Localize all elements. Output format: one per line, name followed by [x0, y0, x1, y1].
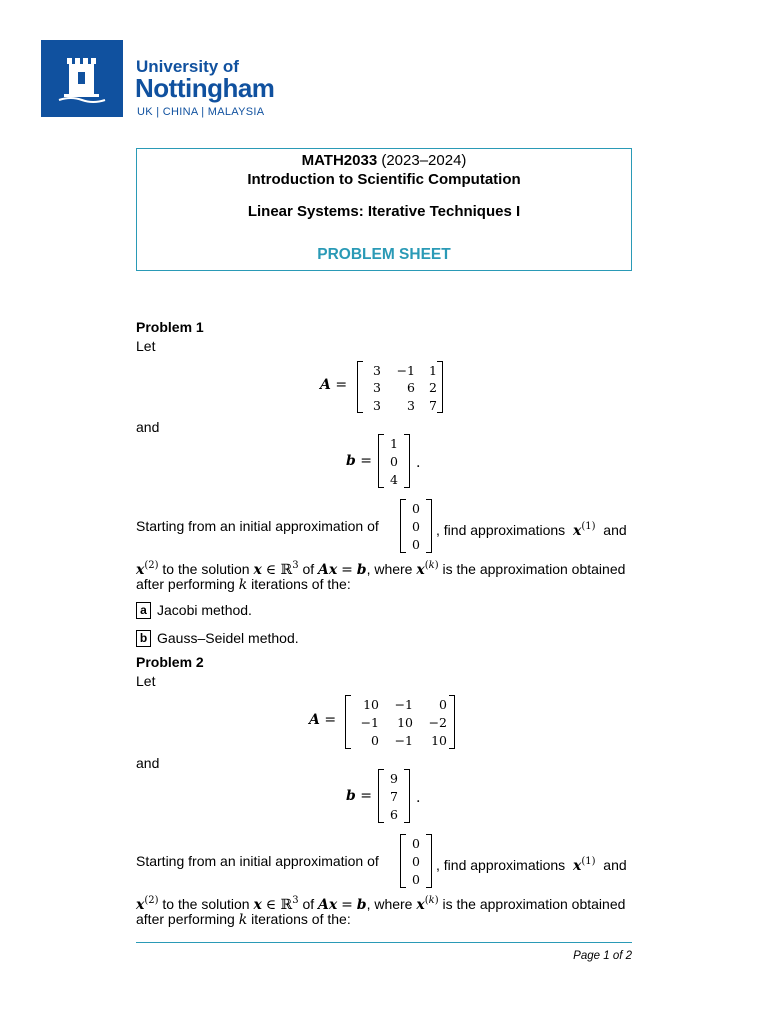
sheet-label: PROBLEM SHEET — [317, 246, 451, 263]
problem-1-title: Problem 1 — [136, 319, 204, 335]
p1-initial-vector — [400, 499, 432, 553]
vector-b-label: b = — [346, 453, 372, 469]
matrix-entry: 1 — [390, 436, 398, 451]
footer-rule — [136, 942, 632, 943]
university-logo — [41, 40, 123, 117]
p1-start-text: Starting from an initial approximation of — [136, 518, 379, 534]
matrix-entry: −2 — [428, 715, 447, 730]
p2-matrix-a-label: A = — [309, 712, 337, 728]
p2-after-text: after performing k iterations of the: — [136, 911, 351, 928]
matrix-entry: 1 — [429, 363, 437, 378]
matrix-entry: 0 — [371, 733, 379, 748]
matrix-entry: 10 — [363, 697, 379, 712]
matrix-entry: −1 — [360, 715, 379, 730]
p1-matrix-a — [357, 361, 443, 413]
matrix-entry: 10 — [431, 733, 447, 748]
matrix-entry: 10 — [397, 715, 413, 730]
p1-start-text-2: , find approximations $x^{(1)}$ and — [436, 521, 627, 539]
matrix-entry: 4 — [390, 472, 398, 487]
matrix-entry: 6 — [407, 380, 415, 395]
matrix-entry: −1 — [394, 733, 413, 748]
logo-campuses: UK | CHINA | MALAYSIA — [137, 106, 265, 118]
p2-start-text: Starting from an initial approximation of — [136, 853, 379, 869]
part-a-text: Jacobi method. — [157, 602, 252, 618]
matrix-entry: 3 — [373, 363, 381, 378]
p2-start-text-2: , find approximations $x^{(1)}$ and — [436, 856, 627, 874]
matrix-entry: 7 — [390, 789, 398, 804]
p2-vector-b-label: b = — [346, 788, 372, 804]
p2-initial-vector — [400, 834, 432, 888]
p1-after-text: after performing k iterations of the: — [136, 576, 351, 593]
p2-matrix-a — [345, 695, 455, 749]
p2-vector-b — [378, 769, 410, 823]
course-year: (2023–2024) — [381, 152, 467, 169]
p2-solution-text: $x^{(2)}$ to the solution x ∈ ℝ$^3$ of Ax = b, where $x^{(k)}$ is the approximation obtained — [136, 895, 626, 913]
matrix-entry: 7 — [429, 398, 437, 413]
matrix-entry: 0 — [412, 519, 420, 534]
matrix-entry: 3 — [373, 380, 381, 395]
matrix-entry: 0 — [412, 836, 420, 851]
castle-icon — [41, 40, 123, 117]
title-box — [136, 148, 632, 271]
matrix-entry: 0 — [412, 501, 420, 516]
matrix-entry: −1 — [396, 363, 415, 378]
matrix-entry: 0 — [412, 854, 420, 869]
course-title: Introduction to Scientific Computation — [247, 171, 521, 188]
p1-part-a — [136, 602, 252, 619]
course-code-line — [137, 152, 631, 169]
p1-vector-b — [378, 434, 410, 488]
course-code: MATH2033 — [301, 152, 378, 169]
problem-2-let: Let — [136, 673, 156, 689]
matrix-entry: 9 — [390, 771, 398, 786]
part-a-tag: a — [136, 602, 151, 619]
matrix-entry: 0 — [439, 697, 447, 712]
matrix-entry: −1 — [394, 697, 413, 712]
p1-part-b — [136, 630, 299, 647]
matrix-entry: 6 — [390, 807, 398, 822]
matrix-entry: 2 — [429, 380, 437, 395]
part-b-text: Gauss–Seidel method. — [157, 630, 299, 646]
matrix-a-label: A = — [320, 377, 348, 393]
page-number: Page 1 of 2 — [573, 950, 632, 962]
logo-nottingham: Nottingham — [135, 73, 275, 103]
matrix-entry: 3 — [373, 398, 381, 413]
matrix-entry: 0 — [390, 454, 398, 469]
problem-1-let: Let — [136, 338, 156, 354]
problem-2-and: and — [136, 755, 160, 771]
part-b-tag: b — [136, 630, 151, 647]
matrix-entry: 0 — [412, 537, 420, 552]
matrix-entry: 3 — [407, 398, 415, 413]
matrix-entry: 0 — [412, 872, 420, 887]
p1-solution-text: $x^{(2)}$ to the solution x ∈ ℝ$^3$ of Ax = b, where $x^{(k)}$ is the approximation obtained — [136, 560, 626, 578]
problem-1-and: and — [136, 419, 160, 435]
problem-2-title: Problem 2 — [136, 654, 204, 670]
topic-title: Linear Systems: Iterative Techniques I — [247, 203, 521, 220]
logo-university-of: University of — [136, 57, 239, 76]
